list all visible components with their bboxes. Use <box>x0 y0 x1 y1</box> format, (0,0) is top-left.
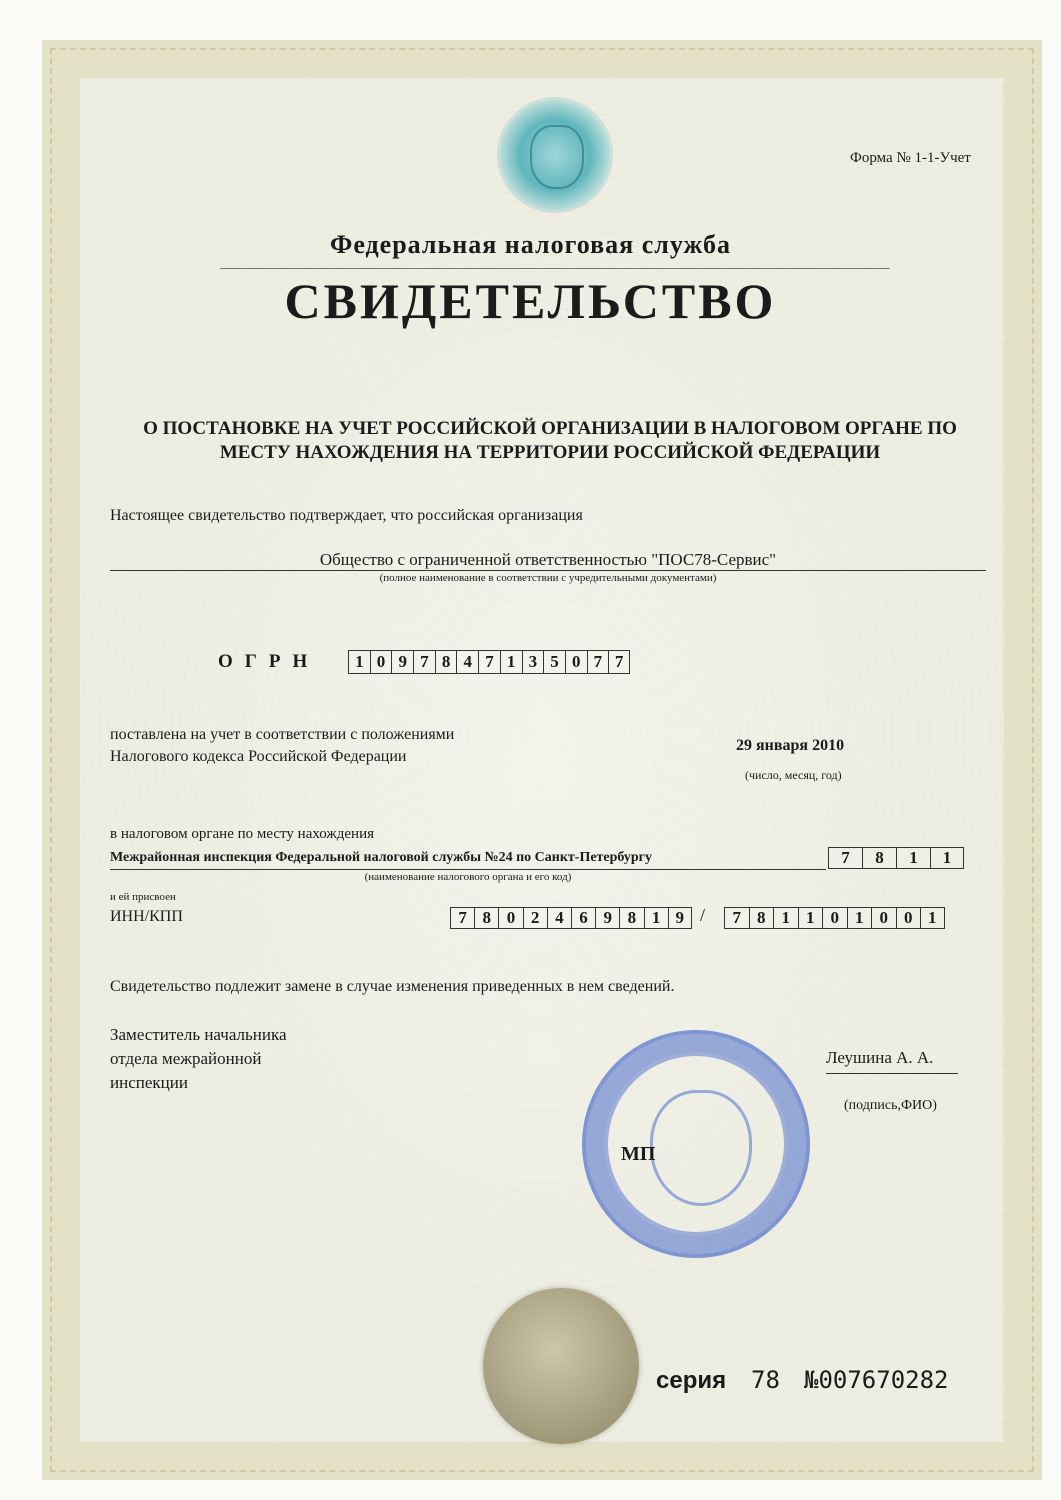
inn-digit: 2 <box>523 907 547 929</box>
kpp-digit: 1 <box>773 907 798 929</box>
organization-name: Общество с ограниченной ответственностью "ПОС78-Сервис" <box>319 550 777 569</box>
agency-divider <box>220 268 890 269</box>
tax-office-code-digit: 8 <box>862 847 896 869</box>
registration-line-1: поставлена на учет в соответствии с положениями <box>110 726 455 743</box>
ogrn-digit: 0 <box>370 650 392 674</box>
form-number: Форма № 1-1-Учет <box>850 150 971 166</box>
tax-office-code-digit: 1 <box>930 847 964 869</box>
organization-underline <box>110 570 986 571</box>
inn-kpp-label: ИНН/КПП <box>110 908 183 925</box>
signatory-position-line-3: инспекции <box>110 1073 188 1092</box>
ogrn-digit: 7 <box>478 650 500 674</box>
signatory-position-line-1: Заместитель начальника <box>110 1025 287 1044</box>
assigned-label: и ей присвоен <box>110 891 176 903</box>
tax-office-label: в налоговом органе по месту нахождения <box>110 826 375 842</box>
kpp-digit: 0 <box>871 907 896 929</box>
tax-office-code-digit: 7 <box>828 847 862 869</box>
kpp-digit: 0 <box>896 907 921 929</box>
inn-digit: 9 <box>668 907 692 929</box>
inn-digit: 6 <box>571 907 595 929</box>
inn-digit: 7 <box>450 907 474 929</box>
inn-digit: 4 <box>547 907 571 929</box>
registration-date-note: (число, месяц, год) <box>745 768 842 782</box>
signatory-name: Леушина А. А. <box>826 1048 934 1067</box>
embossed-seal-icon <box>483 1288 639 1444</box>
stamp-mark: МП <box>621 1143 656 1165</box>
ogrn-digit: 7 <box>587 650 609 674</box>
organization-note: (полное наименование в соответствии с учредительными документами) <box>379 572 717 584</box>
hologram-emblem-icon <box>500 100 610 210</box>
kpp-digits <box>724 907 945 929</box>
ogrn-digit: 1 <box>348 650 370 674</box>
agency-name: Федеральная налоговая служба <box>329 230 731 259</box>
ogrn-digit: 1 <box>500 650 522 674</box>
ogrn-digit: 8 <box>435 650 457 674</box>
kpp-digit: 7 <box>724 907 749 929</box>
tax-office-code-digit: 1 <box>896 847 930 869</box>
signature-underline <box>826 1073 958 1074</box>
ogrn-digits <box>348 650 630 674</box>
signature-note: (подпись,ФИО) <box>844 1098 937 1113</box>
tax-office-code <box>828 847 964 869</box>
confirm-text: Настоящее свидетельство подтверждает, что российская организация <box>110 507 583 524</box>
ogrn-digit: 4 <box>456 650 478 674</box>
ogrn-label: ОГРН <box>218 651 320 672</box>
inn-digit: 0 <box>498 907 522 929</box>
signatory-position-line-2: отдела межрайонной <box>110 1049 262 1068</box>
kpp-digit: 8 <box>749 907 774 929</box>
kpp-digit: 1 <box>798 907 823 929</box>
ogrn-digit: 7 <box>608 650 630 674</box>
tax-office-name: Межрайонная инспекция Федеральной налоговой службы №24 по Санкт-Петербургу <box>110 850 653 865</box>
series-label: серия <box>656 1367 727 1394</box>
tax-office-underline <box>110 869 826 870</box>
ogrn-digit: 0 <box>565 650 587 674</box>
kpp-digit: 1 <box>847 907 872 929</box>
ogrn-digit: 9 <box>391 650 413 674</box>
tax-office-note: (наименование налогового органа и его код) <box>364 871 572 883</box>
inn-digit: 8 <box>474 907 498 929</box>
document-title: СВИДЕТЕЛЬСТВО <box>284 273 777 329</box>
replacement-notice: Свидетельство подлежит замене в случае изменения приведенных в нем сведений. <box>110 978 675 995</box>
inn-digit: 1 <box>644 907 668 929</box>
ogrn-digit: 5 <box>543 650 565 674</box>
registration-line-2: Налогового кодекса Российской Федерации <box>110 748 407 765</box>
ogrn-digit: 3 <box>522 650 544 674</box>
kpp-digit: 0 <box>822 907 847 929</box>
inn-digit: 8 <box>619 907 643 929</box>
document-subtitle: О ПОСТАНОВКЕ НА УЧЕТ РОССИЙСКОЙ ОРГАНИЗАЦИИ В НАЛОГОВОМ ОРГАНЕ ПО МЕСТУ НАХОЖДЕНИЯ НА ТЕРРИТОРИИ РОССИЙСКОЙ ФЕДЕРАЦИИ <box>143 418 957 463</box>
serial-number: №007670282 <box>804 1366 949 1394</box>
ogrn-digit: 7 <box>413 650 435 674</box>
inn-digit: 9 <box>595 907 619 929</box>
inn-digits <box>450 907 692 929</box>
registration-date: 29 января 2010 <box>736 737 845 754</box>
series-code: 78 <box>751 1366 780 1394</box>
official-stamp-icon <box>582 1030 810 1258</box>
inn-kpp-separator: / <box>700 905 706 925</box>
kpp-digit: 1 <box>920 907 945 929</box>
